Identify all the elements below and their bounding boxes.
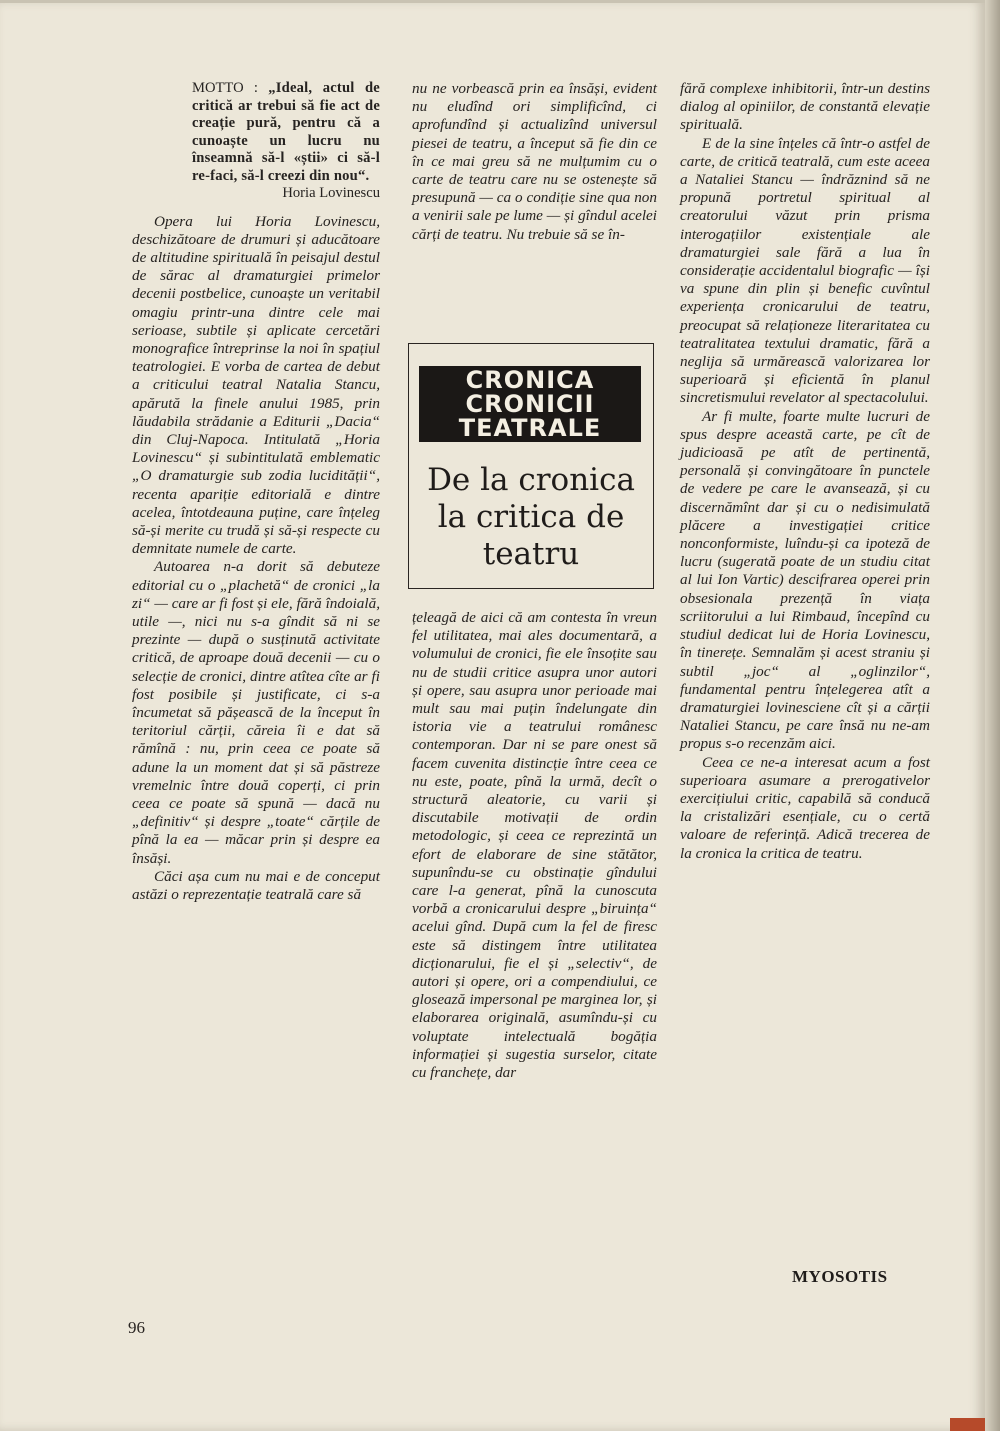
page-edge [985,0,1000,1431]
rubric-box [408,343,654,589]
article-title: De la cronica la critica de teatru [427,462,635,572]
column-3 [680,80,930,863]
paragraph: țeleagă de aici că am contesta în vreun fel utilitatea, mai ales documentară, a volumului de cronici, fie ele însoțite sau nu de studii critice asupra unor autori și opere, sau asupra unor perioade mai mult sau mai puțin îndelungate din istoria vie a teatrului românesc contemporan. Dar ni se pare onest să facem cuvenita distincție între ceea ce nu este, poate, pînă la urmă, decît o structură aleatorie, cu varii și discutabile motivații de ordin metodologic, și ceea ce reprezintă un efort de elaborare de sine stătător, supunîndu-se cu obstinație gîndului care l-a generat, pînă la cunoscuta vorbă a cronicarului despre „biruința“ acelui gînd. După cum la fel de firesc este să distingem între utilitatea dicționarului, fie el și „selectiv“, de autori și opere, ori a compendiului, ce glosează impersonal pe marginea lor, și elaborarea originală, asumîndu-și cu voluptate intelectuală bogăția informației și sugestia surselor, citate cu franchețe, dar [412,609,657,1082]
top-rule [0,0,985,3]
motto [192,80,380,203]
rubric-line-1: CRONICA [465,366,595,394]
page-number: 96 [128,1318,145,1337]
rubric-line-3: TEATRALE [458,414,602,442]
paragraph: Ceea ce ne-a interesat acum a fost superioara asumare a prerogativelor exercițiului critic, capabilă să conducă la cristalizări esențiale, cu o certă valoare de referință. Adică trecerea de la cronica la critica de teatru. [680,753,930,862]
paragraph: E de la sine înțeles că într-o astfel de carte, de critică teatrală, cum este aceea a Nataliei Stancu — îndrăznind să ne propună portretul spiritual al creatorului văzut prin prisma interogațiilor existențiale ale dramaturgiei sale fără a lua în considerație accidentalul biografic — își va spune din plin și benefic cuvîntul experiența cronicarului de teatru, preocupat să relaționeze literaritatea cu teatralitatea textului dramatic, fără a neglija să urmărească valorizarea lor superioară și eficientă în planul sincretismului revelator al spectacolului. [680,134,930,407]
rubric-banner [419,366,641,442]
motto-author: Horia Lovinescu [282,185,380,201]
paragraph: Căci așa cum nu mai e de conceput astăzi o reprezentație teatrală care să [132,867,380,904]
column-2-top [412,80,657,244]
paragraph: Ar fi multe, foarte multe lucruri de spus despre această carte, pe cît de judicioasă pe atît de pertinentă, personală și convingătoare în punctele de vedere pe care le avansează, și cu discernămînt dar și cu o nedisimulată plăcere a investigației critice nonconformiste, luîndu-și ca ipoteză de lucru (sugerată poate de un studiu citat al lui Ion Vartic) descifrarea operei prin obsesionala prezență în viața scriitorului a lui Rimbaud, începînd cu studiul dedicat lui de Horia Lovinescu, în tinerețe. Semnalăm și acest straniu și subtil „joc“ al „oglinzilor“, fundamental pentru înțelegerea atît a dramaturgiei lovinesciene cît și a cărții Nataliei Stancu, pe care însă nu ne-am propus s-o recenzăm aici. [680,407,930,753]
corner-mark [950,1418,985,1431]
paragraph: Autoarea n-a dorit să debuteze editorial cu o „plachetă“ de cronici „la zi“ — care ar fi fost și ele, fără îndoială, utile —, nici nu s-a gîndit să ni se prezinte — după o susținută activitate critică, de aproape două decenii — cu o selecție de cronici, dintre atîtea cîte ar fi fost posibile și justificate, ci s-a încumetat să pășească de la început în teritoriul cărții, căreia îi e dat să rămînă : nu, prin ceea ce poate să adune la un moment dat și să păstreze vremelnic între două coperți, ci prin ceea ce poate să spună — dacă nu „definitiv“ și despre „toate“ cărțile de pînă la ea — măcar prin și despre ea însăși. [132,558,380,867]
paragraph: nu ne vorbească prin ea însăși, evident nu eludînd ori simplificînd, ci aprofundînd și actualizînd universul piesei de teatru, a început să fie din ce în ce mai greu să ne mulțumim cu o carte de teatru care nu se ostenește să presupună — ca o condiție sine qua non a venirii sale pe lume — și gîndul acelei cărți de teatru. Nu trebuie să se în- [412,80,657,243]
column-2-bottom [412,609,657,1082]
paragraph: Opera lui Horia Lovinescu, deschizătoare de drumuri și aducătoare de altitudine spirituală în peisajul destul de sărac al dramaturgiei primelor decenii postbelice, cunoaște un veritabil omagiu printr-una dintre cele mai serioase, subtile și aplicate cercetări monografice întreprinse la noi în spațiul teatrologiei. E vorba de cartea de debut a criticului teatral Natalia Stancu, apărută la finele anului 1985, prin lăudabila strădanie a Editurii „Dacia“ din Cluj-Napoca. Intitulată „Horia Lovinescu“ și subintitulată emblematic „O dramaturgie sub zodia lucidității“, recenta apariție editorială e dintre acelea, întotdeauna puține, care înțeleg să-și merite cu trudă și să-și respecte cu demnitate numele de carte. [132,212,380,558]
rubric-line-2: CRONICII [465,390,595,418]
paragraph: fără complexe inhibitorii, într-un destins dialog al opiniilor, de constantă elevație spirituală. [680,80,930,134]
motto-text: MOTTO : „Ideal, actul de critică ar trebui să fie act de creație pură, pentru că a cunoaște un lucru nu înseamnă să-l «știi» ci să-l re-faci, să-l creezi din nou“. [192,80,380,184]
author-signature: MYOSOTIS [792,1267,888,1286]
column-1 [132,80,380,904]
